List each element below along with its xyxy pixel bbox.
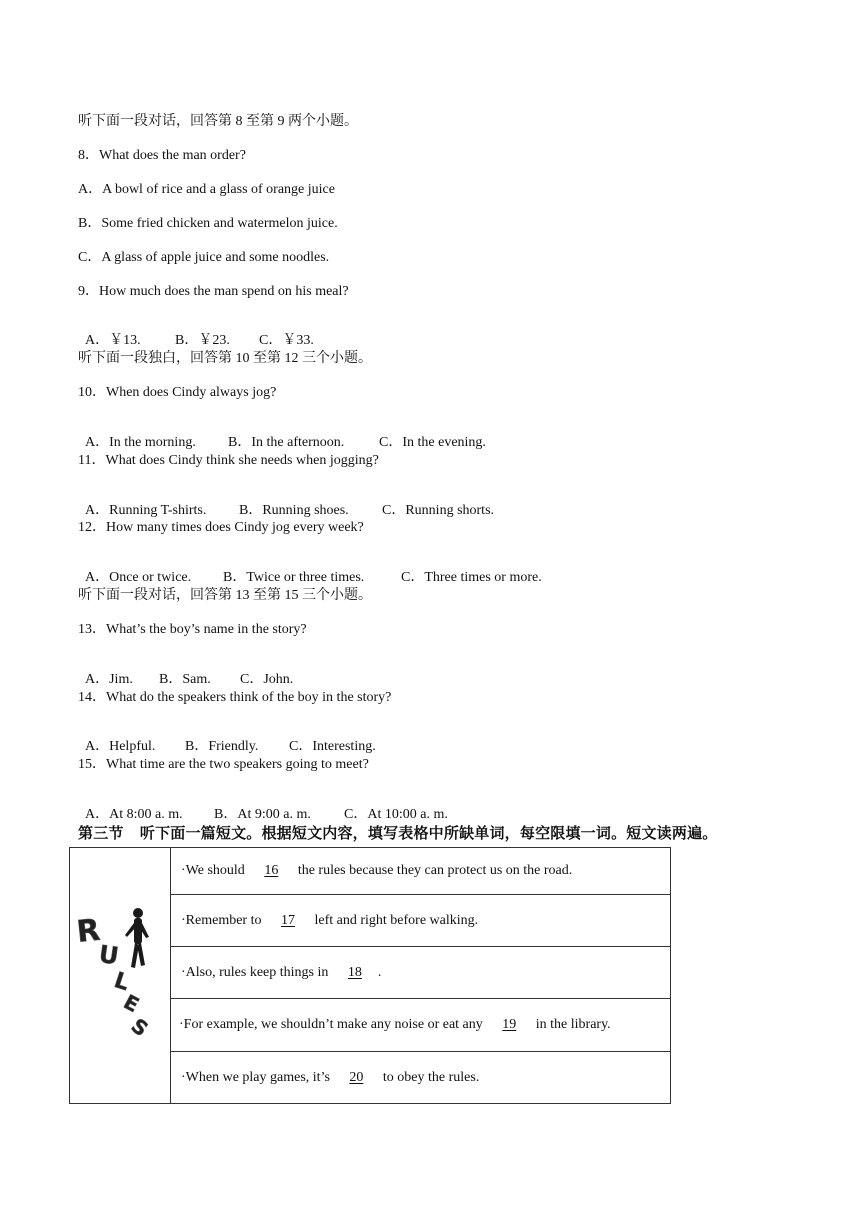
svg-text:R: R xyxy=(75,912,102,950)
rule-text-after: left and right before walking. xyxy=(314,912,479,928)
question-10: 10．When does Cindy always jog? xyxy=(78,385,277,400)
option-10c: C．In the evening. xyxy=(379,435,486,450)
rule-row-19 xyxy=(171,999,671,1052)
question-9: 9．How much does the man spend on his meal? xyxy=(78,284,349,299)
option-11c: C．Running shorts. xyxy=(382,503,495,518)
question-11: 11．What does Cindy think she needs when jogging? xyxy=(78,453,379,468)
rule-text-after: the rules because they can protect us on the road. xyxy=(297,863,573,878)
option-12b: B．Twice or three times. xyxy=(223,570,365,585)
option-14a: A．Helpful. xyxy=(85,739,156,754)
question-12: 12．How many times does Cindy jog every week? xyxy=(78,520,364,535)
option-13b: B．Sam. xyxy=(159,672,211,687)
option-10b: B．In the afternoon. xyxy=(228,435,345,450)
option-12a: A．Once or twice. xyxy=(85,570,192,585)
section-3-heading: 第三节 听下面一篇短文。根据短文内容，填写表格中所缺单词，每空限填一词。短文读两遍。 xyxy=(78,824,718,842)
rule-text-after: to obey the rules. xyxy=(382,1069,480,1085)
rule-row-18 xyxy=(171,947,671,999)
option-14b: B．Friendly. xyxy=(185,739,259,754)
rules-image-cell xyxy=(70,848,171,1104)
rules-figure-image xyxy=(75,903,165,1043)
options-12 xyxy=(78,554,542,586)
option-9a: A．￥13. xyxy=(85,333,141,348)
option-8b: B．Some fried chicken and watermelon juice. xyxy=(78,216,338,231)
question-8: 8．What does the man order? xyxy=(78,148,246,163)
section-intro-10-12: 听下面一段独白，回答第 10 至第 12 三个小题。 xyxy=(78,351,372,366)
question-14: 14．What do the speakers think of the boy in the story? xyxy=(78,690,392,705)
options-14 xyxy=(78,723,376,755)
option-15b: B．At 9:00 a. m. xyxy=(214,807,311,822)
option-9b: B．￥23. xyxy=(175,333,230,348)
rule-row-17 xyxy=(171,895,671,947)
options-9 xyxy=(78,317,314,349)
rules-table xyxy=(69,847,671,1104)
options-15 xyxy=(78,791,448,823)
option-8a: A．A bowl of rice and a glass of orange juice xyxy=(78,182,335,197)
blank-19: 19 xyxy=(502,1017,517,1032)
svg-text:E: E xyxy=(119,989,144,1018)
option-11a: A．Running T-shirts. xyxy=(85,503,207,518)
blank-18: 18 xyxy=(347,964,362,980)
blank-20: 20 xyxy=(349,1069,364,1085)
option-13a: A．Jim. xyxy=(85,672,133,687)
rule-text-before: ·We should xyxy=(181,863,245,878)
option-9c: C．￥33. xyxy=(259,333,314,348)
rule-text-before: ·Also, rules keep things in xyxy=(181,964,329,980)
option-14c: C．Interesting. xyxy=(289,739,376,754)
option-11b: B．Running shoes. xyxy=(239,503,349,518)
option-13c: C．John. xyxy=(240,672,294,687)
options-13 xyxy=(78,656,293,688)
rule-text-after: in the library. xyxy=(535,1017,611,1032)
rule-text-after: . xyxy=(377,964,382,980)
svg-text:U: U xyxy=(97,940,121,971)
blank-16: 16 xyxy=(264,863,279,878)
section-intro-8-9: 听下面一段对话，回答第 8 至第 9 两个小题。 xyxy=(78,114,358,129)
options-11 xyxy=(78,487,494,519)
option-10a: A．In the morning. xyxy=(85,435,196,450)
option-8c: C．A glass of apple juice and some noodles. xyxy=(78,250,330,265)
table-row xyxy=(70,848,671,895)
question-15: 15．What time are the two speakers going to meet? xyxy=(78,757,369,772)
rule-text-before: ·Remember to xyxy=(181,912,262,928)
svg-text:L: L xyxy=(111,968,133,997)
option-15c: C．At 10:00 a. m. xyxy=(344,807,448,822)
rule-row-20 xyxy=(171,1052,671,1104)
question-13: 13．What’s the boy’s name in the story? xyxy=(78,622,307,637)
rule-row-16 xyxy=(171,848,671,895)
section-intro-13-15: 听下面一段对话，回答第 13 至第 15 三个小题。 xyxy=(78,588,372,603)
rule-text-before: ·For example, we shouldn’t make any noise or eat any xyxy=(179,1017,483,1032)
blank-17: 17 xyxy=(280,912,295,928)
svg-text:S: S xyxy=(126,1013,153,1042)
climbing-figure xyxy=(125,908,149,968)
option-15a: A．At 8:00 a. m. xyxy=(85,807,183,822)
option-12c: C．Three times or more. xyxy=(401,570,542,585)
options-10 xyxy=(78,419,486,451)
rule-text-before: ·When we play games, it’s xyxy=(181,1069,330,1085)
